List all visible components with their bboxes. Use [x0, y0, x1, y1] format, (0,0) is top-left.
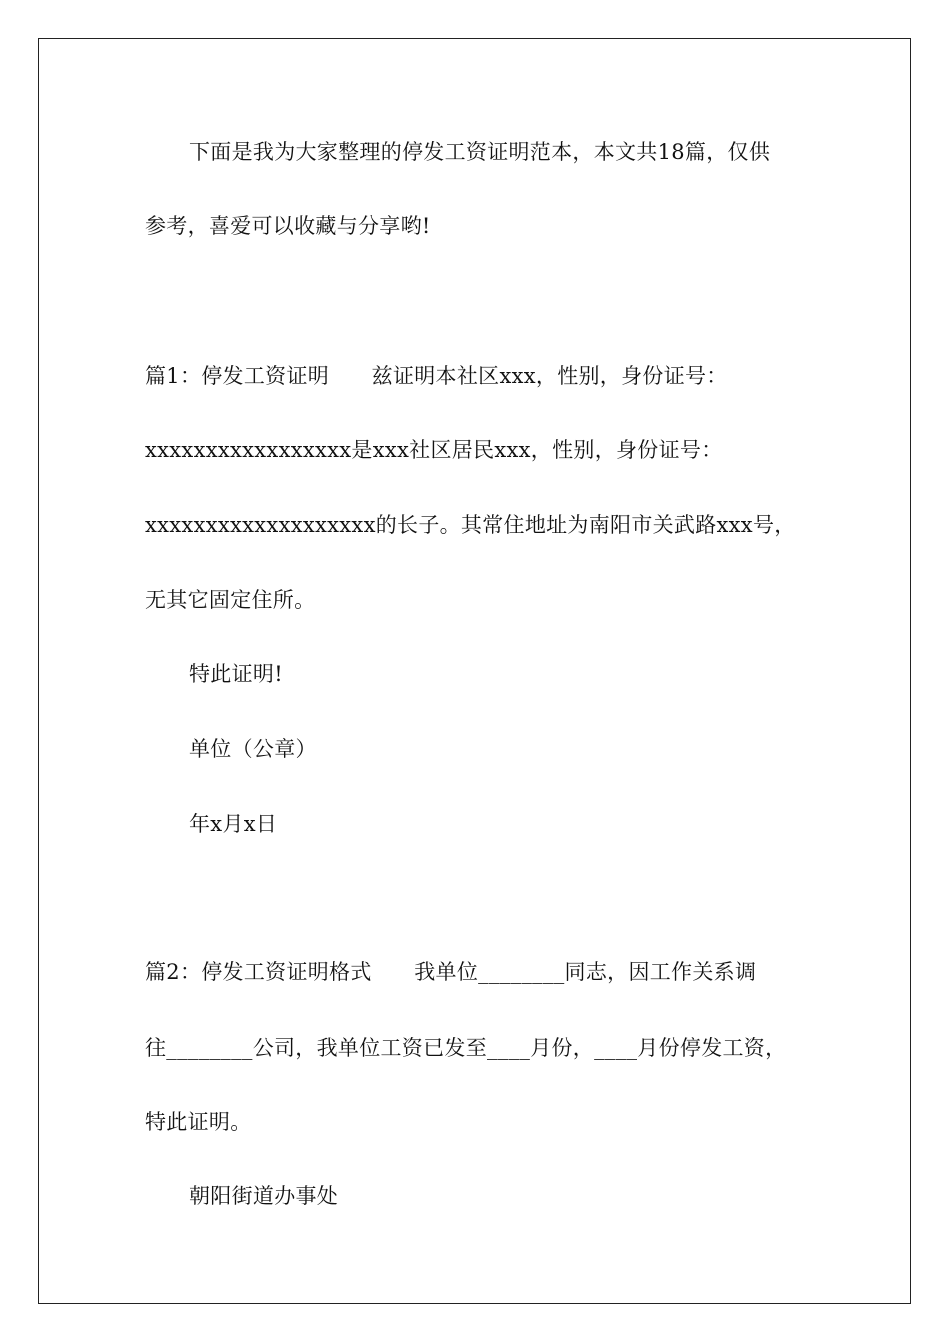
intro-line-2: 参考，喜爱可以收藏与分享哟! — [145, 214, 431, 238]
section-2-line-1: 篇2：停发工资证明格式 我单位________同志，因工作关系调 — [145, 960, 757, 984]
section-1-line-2: xxxxxxxxxxxxxxxxx是xxx社区居民xxx，性别，身份证号： — [145, 438, 723, 462]
intro-line-1: 下面是我为大家整理的停发工资证明范本，本文共18篇，仅供 — [189, 140, 771, 164]
section-2-issuer: 朝阳街道办事处 — [189, 1184, 339, 1208]
section-1-unit-seal: 单位（公章） — [189, 737, 317, 761]
section-2-line-3: 特此证明。 — [145, 1110, 252, 1134]
section-1-line-3: xxxxxxxxxxxxxxxxxxx的长子。其常住地址为南阳市关武路xxx号， — [145, 513, 796, 537]
section-1-line-1: 篇1：停发工资证明 兹证明本社区xxx，性别，身份证号： — [145, 364, 728, 388]
section-1-certify: 特此证明! — [189, 662, 283, 686]
section-2-line-2: 往________公司，我单位工资已发至____月份，____月份停发工资， — [145, 1036, 787, 1060]
section-1-date: 年x月x日 — [189, 812, 278, 836]
section-1-line-4: 无其它固定住所。 — [145, 588, 316, 612]
